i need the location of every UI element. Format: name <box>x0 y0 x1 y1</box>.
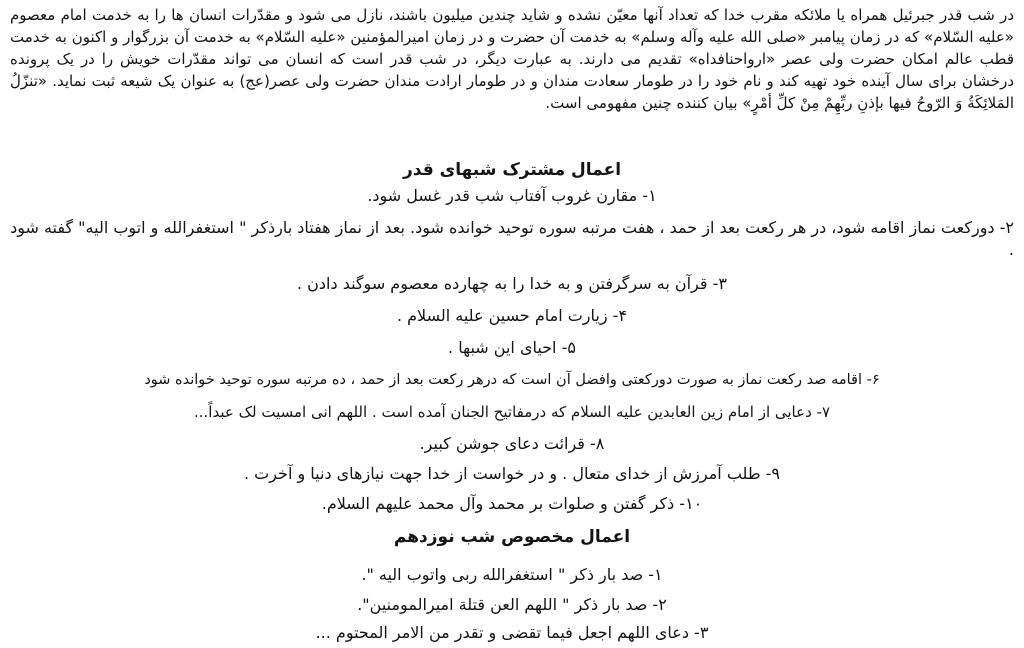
list-item: ۸- قرائت دعای جوشن کبیر. <box>419 434 605 453</box>
list-item: ۴- زیارت امام حسین علیه السلام . <box>396 306 628 325</box>
list-item: ۱- صد بار ذکر " استغفرالله ربی واتوب الیه ". <box>361 565 663 584</box>
intro-paragraph: در شب قدر جبرئیل همراه یا ملائکه مقرب خدا که تعداد آنها معیّن نشده و شاید چندین میلیون باشند، نازل می شود و مقدّرات انسان ها را به خدمت امام معصوم «علیه السّلام» که در زمان پیامبر «صلی الله علیه وآله وسلم» به خدمت آن حضرت و در زمان امیرالمؤمنین «علیه السّلام» به خدمت آن بزرگوار و اکنون به خدمت قطب عالم امکان حضرت ولی عصر «ارواحنافداه» تقدیم می دارند. به عبارت دیگر، در شب قدر است که انسان می تواند مقدّرات خویش را در یک پرونده درخشان برای سال آینده خود تهیه کند و نام خود را در طومار سعادت مندان و در طومار ارادت مندان حضرت ولی عصر(عج) به عنوان یک شیعه ثبت نماید. «تنزّلُ المَلائِکَةُ وَ الرّوحُ فیها بإذنِ ربِّهِمْ مِنْ کلِّ أمْرٍ» بیان کننده چنین مفهومی است. <box>10 6 1014 112</box>
list-item: ۳- قرآن به سرگرفتن و به خدا را به چهارده معصوم سوگند دادن . <box>297 274 727 293</box>
list-item: ۵- احیای این شبها . <box>448 338 576 357</box>
list-item: ۲- دورکعت نماز اقامه شود، در هر رکعت بعد از حمد ، هفت مرتبه سوره توحید خوانده شود. بعد از نماز هفتاد بارذکر " استغفرالله و اتوب الیه" گفته شود . <box>10 218 1014 259</box>
list-item: ۷- دعایی از امام زین العابدین علیه السلام که درمفاتیح الجنان آمده است . اللهم انی امسیت لک عبداً... <box>194 403 830 421</box>
list-item: ۹- طلب آمرزش از خدای متعال . و در خواست از خدا جهت نیازهای دنیا و آخرت . <box>243 464 781 483</box>
list-item: ۲- صد بار ذکر " اللهم العن قتلة امیرالمومنین". <box>357 595 667 614</box>
list-item: ۱۰- ذکر گفتن و صلوات بر محمد وآل محمد علیهم السلام. <box>321 494 703 513</box>
nineteenth-night-heading: اعمال مخصوص شب نوزدهم <box>393 527 631 547</box>
list-item: ۶- اقامه صد رکعت نماز به صورت دورکعتی وافضل آن است که درهر رکعت بعد از حمد ، ده مرتبه سوره توحید خوانده شود <box>144 372 880 388</box>
common-acts-heading: اعمال مشترک شبهای قدر <box>402 160 622 180</box>
list-item: ۱- مقارن غروب آفتاب شب قدر غسل شود. <box>367 186 657 205</box>
list-item: ۳- دعای اللهم اجعل فیما تقضی و تقدر من الامر المحتوم ... <box>315 623 709 642</box>
